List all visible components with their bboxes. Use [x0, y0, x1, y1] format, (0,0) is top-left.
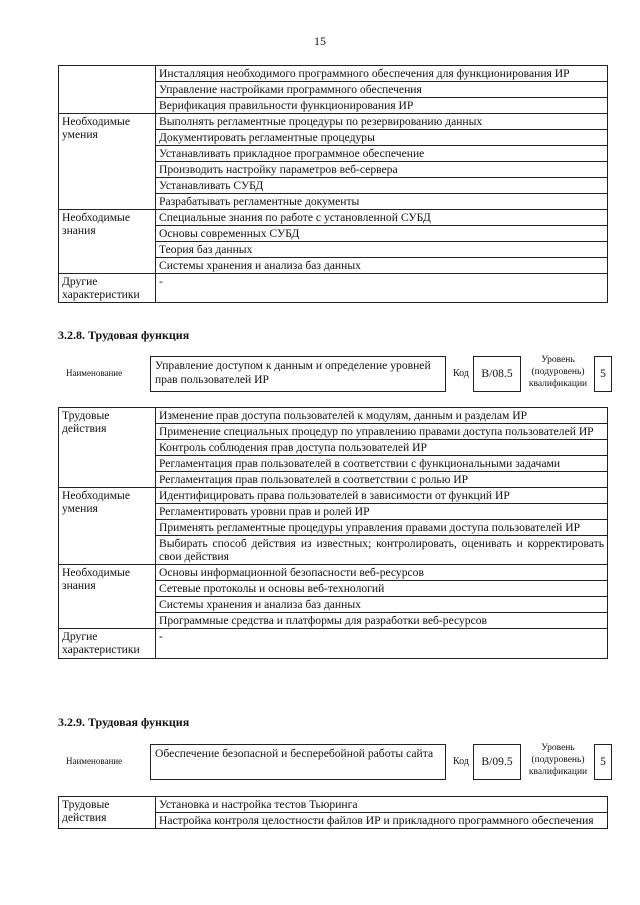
row-label-other: Другие характеристики [59, 274, 156, 303]
section-title-3-2-8: 3.2.8. Трудовая функция [58, 328, 190, 342]
table-row [59, 114, 608, 130]
function-name-block-3-2-9 [58, 744, 618, 782]
table-cell: Устанавливать прикладное программное обеспечение [156, 146, 608, 162]
row-label-skills: Необходимые умения [59, 114, 156, 210]
row-label-actions: Трудовые действия [59, 797, 156, 829]
competency-table-3 [58, 796, 608, 829]
table-cell: Системы хранения и анализа баз данных [156, 258, 608, 274]
table-cell: Выполнять регламентные процедуры по резервированию данных [156, 114, 608, 130]
table-cell: Инсталляция необходимого программного обеспечения для функционирования ИР [156, 66, 608, 82]
table-row [59, 629, 608, 659]
table-cell: Верификация правильности функционирования ИР [156, 98, 608, 114]
table-cell: Производить настройку параметров веб-сервера [156, 162, 608, 178]
table-cell: Основы информационной безопасности веб-ресурсов [156, 565, 608, 581]
table-row [59, 797, 608, 813]
code-label: Код [453, 368, 469, 379]
name-value: Управление доступом к данным и определение уровней прав пользователей ИР [150, 356, 446, 392]
table-cell: Устанавливать СУБД [156, 178, 608, 194]
table-cell: Разрабатывать регламентные документы [156, 194, 608, 210]
page-number: 15 [314, 34, 326, 48]
row-label-actions: Трудовые действия [59, 408, 156, 488]
table-cell: Идентифицировать права пользователей в зависимости от функций ИР [156, 488, 608, 504]
table-cell: Теория баз данных [156, 242, 608, 258]
table-cell: Настройка контроля целостности файлов ИР и прикладного программного обеспечения [156, 813, 608, 829]
row-label-knowledge: Необходимые знания [59, 210, 156, 274]
table-cell: Регламентация прав пользователей в соответствии с ролью ИР [156, 472, 608, 488]
table-cell: Регламентация прав пользователей в соответствии с функциональными задачами [156, 456, 608, 472]
code-label: Код [453, 756, 469, 767]
table-cell: Документировать регламентные процедуры [156, 130, 608, 146]
code-value: B/08.5 [473, 356, 521, 392]
row-label-other: Другие характеристики [59, 629, 156, 659]
table-row [59, 565, 608, 581]
table-cell: Выбирать способ действия из известных; контролировать, оценивать и корректировать свои действия [156, 536, 608, 565]
table-cell: Специальные знания по работе с установленной СУБД [156, 210, 608, 226]
name-label: Наименование [66, 756, 123, 766]
row-label-skills: Необходимые умения [59, 488, 156, 565]
level-label: Уровень (подуровень) квалификации [528, 743, 588, 777]
level-value: 5 [594, 744, 612, 780]
table-cell: Регламентировать уровни прав и ролей ИР [156, 504, 608, 520]
level-value: 5 [594, 356, 612, 392]
table-row [59, 274, 608, 303]
function-name-block-3-2-8 [58, 356, 618, 394]
table-cell: Контроль соблюдения прав доступа пользователей ИР [156, 440, 608, 456]
table-cell: Применять регламентные процедуры управления правами доступа пользователей ИР [156, 520, 608, 536]
code-value: B/09.5 [473, 744, 521, 780]
table-cell: Изменение прав доступа пользователей к модулям, данным и разделам ИР [156, 408, 608, 424]
table-cell: Основы современных СУБД [156, 226, 608, 242]
table-row [59, 210, 608, 226]
table-cell: - [156, 274, 608, 303]
competency-table-1 [58, 65, 608, 303]
table-cell: Программные средства и платформы для разработки веб-ресурсов [156, 613, 608, 629]
table-row [59, 488, 608, 504]
level-label: Уровень (подуровень) квалификации [528, 355, 588, 389]
table-cell: Установка и настройка тестов Тьюринга [156, 797, 608, 813]
table-cell: Управление настройками программного обеспечения [156, 82, 608, 98]
table-cell: Системы хранения и анализа баз данных [156, 597, 608, 613]
row-label [59, 66, 156, 114]
section-title-3-2-9: 3.2.9. Трудовая функция [58, 715, 190, 729]
row-label-knowledge: Необходимые знания [59, 565, 156, 629]
table-cell: Сетевые протоколы и основы веб-технологий [156, 581, 608, 597]
table-cell: - [156, 629, 608, 659]
table-row [59, 66, 608, 82]
table-cell: Применение специальных процедур по управлению правами доступа пользователей ИР [156, 424, 608, 440]
name-value: Обеспечение безопасной и бесперебойной работы сайта [150, 744, 446, 780]
competency-table-2 [58, 407, 608, 659]
table-row [59, 408, 608, 424]
name-label: Наименование [66, 368, 123, 378]
